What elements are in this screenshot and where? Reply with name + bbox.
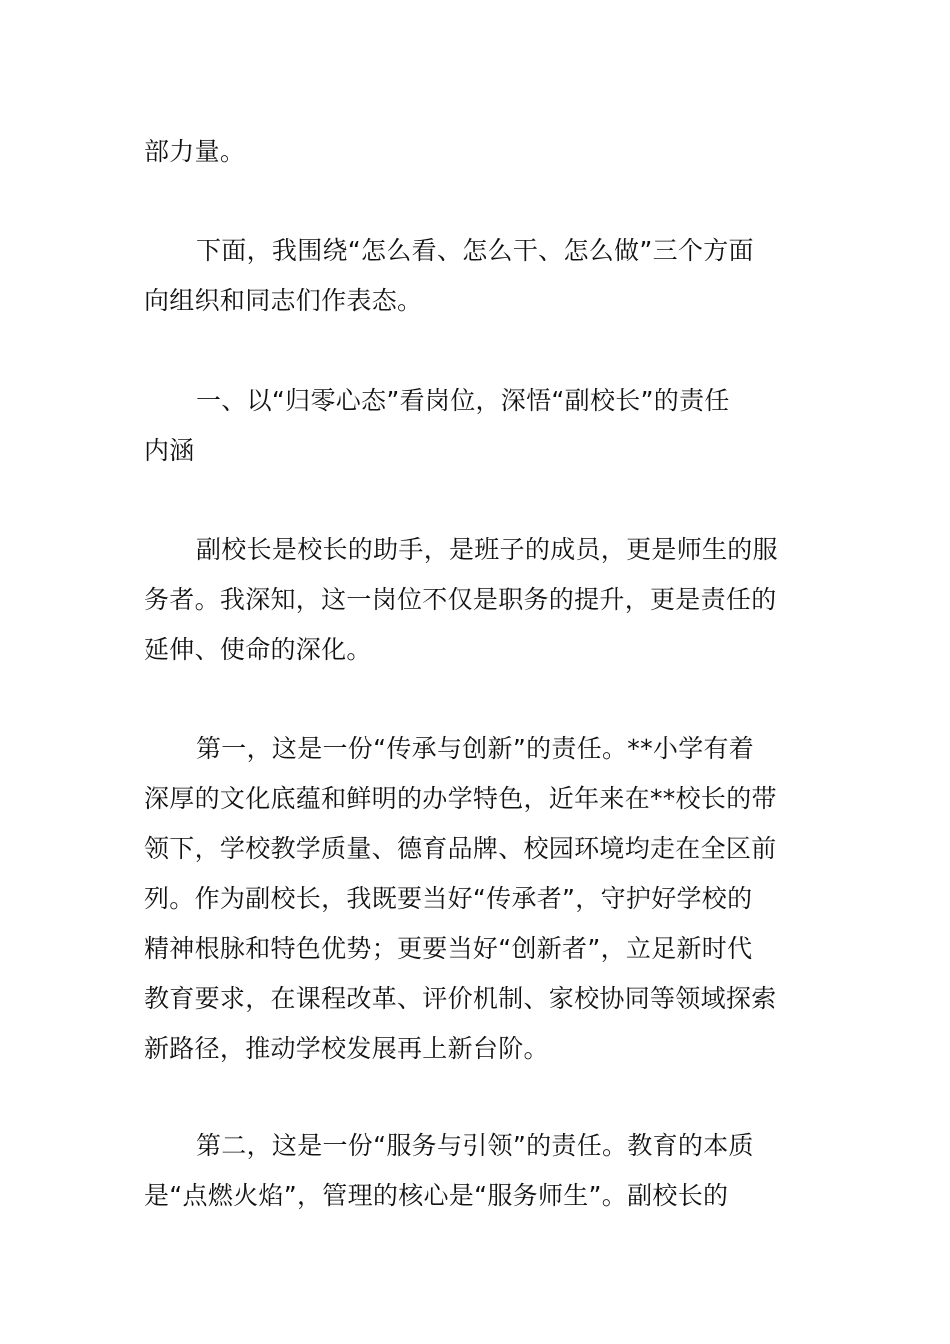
paragraph-line: 第一，这是一份“传承与创新”的责任。**小学有着 — [196, 734, 755, 763]
paragraph-line: 副校长是校长的助手，是班子的成员，更是师生的服 — [196, 535, 778, 564]
paragraph-6 — [144, 1121, 808, 1221]
paragraph-line: 列。作为副校长，我既要当好“传承者”，守护好学校的 — [144, 884, 753, 913]
paragraph-line: 务者。我深知，这一岗位不仅是职务的提升，更是责任的 — [144, 585, 777, 614]
paragraph-line: 教育要求，在课程改革、评价机制、家校协同等领域探索 — [144, 984, 777, 1013]
paragraph-line: 新路径，推动学校发展再上新台阶。 — [144, 1034, 549, 1063]
heading-line: 内涵 — [144, 436, 195, 465]
paragraph-line: 深厚的文化底蕴和鲜明的办学特色，近年来在**校长的带 — [144, 784, 777, 813]
paragraph-5 — [144, 724, 808, 1074]
paragraph-1 — [144, 127, 808, 177]
section-heading-1 — [144, 376, 808, 476]
paragraph-line: 向组织和同志们作表态。 — [144, 286, 423, 315]
heading-line: 一、以“归零心态”看岗位，深悟“副校长”的责任 — [196, 386, 730, 415]
paragraph-line: 部力量。 — [144, 137, 246, 166]
paragraph-4 — [144, 525, 808, 675]
paragraph-2 — [144, 226, 808, 326]
paragraph-line: 第二，这是一份“服务与引领”的责任。教育的本质 — [196, 1131, 754, 1160]
paragraph-line: 延伸、使命的深化。 — [144, 635, 372, 664]
paragraph-line: 是“点燃火焰”，管理的核心是“服务师生”。副校长的 — [144, 1181, 729, 1210]
paragraph-line: 领下，学校教学质量、德育品牌、校园环境均走在全区前 — [144, 834, 777, 863]
paragraph-line: 下面，我围绕“怎么看、怎么干、怎么做”三个方面 — [196, 236, 754, 265]
paragraph-line: 精神根脉和特色优势；更要当好“创新者”，立足新时代 — [144, 934, 753, 963]
